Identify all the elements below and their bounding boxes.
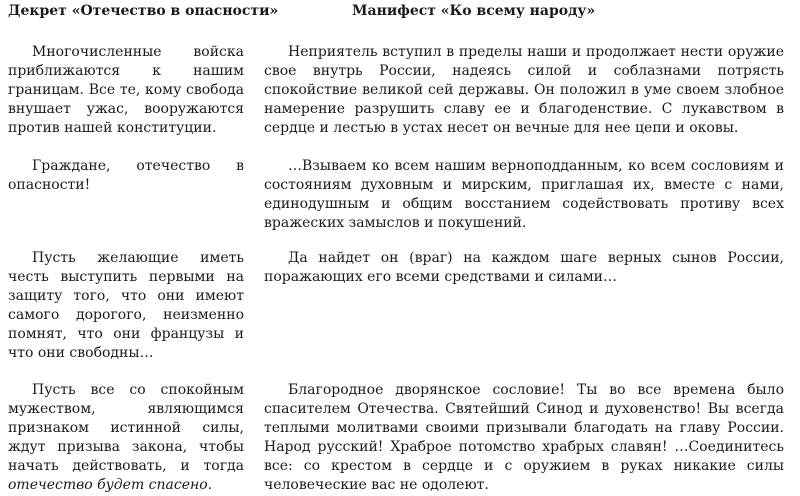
manifesto-title: Манифест «Ко всему народу»	[352, 3, 596, 19]
decree-paragraph-4-text: Пусть все со спокойным мужеством, являющимся признаком истинной силы, ждут призыва закона, чтобы начать действовать, и тогда	[8, 382, 244, 474]
decree-paragraph-4-end: .	[207, 477, 213, 493]
manifesto-paragraph-2: …Взываем ко всем нашим верноподданным, ко всем сословиям и состояниям духовным и мирским, приглашая их, вместе с нами, единодушным и общим восстанием содействовать противу всех вражеских замыслов и покушений.	[264, 158, 784, 231]
decree-paragraph-1: Многочисленные войска приближаются к нашим границам. Все те, кому свобода внушает ужас, вооружаются против нашей конституции.	[8, 44, 244, 136]
decree-paragraph-4	[8, 381, 244, 495]
decree-paragraph-2: Граждане, отечество в опасности!	[8, 158, 244, 193]
decree-paragraph-4-emphasis: отечество будет спасено	[8, 477, 208, 493]
manifesto-paragraph-1: Неприятель вступил в пределы наши и продолжает нести оружие свое внутрь России, надеясь силой и соблазнами потрясть спокойствие великой сей державы. Он положил в уме своем злобное намерение разрушить славу ее и благоденствие. С лукавством в сердце и лестью в устах несет он вечные для нее цепи и оковы.	[264, 44, 784, 136]
manifesto-paragraph-3: Да найдет он (враг) на каждом шаге верных сынов России, поражающих его всеми средствами и силами…	[264, 250, 784, 285]
decree-title: Декрет «Отечество в опасности»	[8, 3, 279, 19]
decree-paragraph-3: Пусть желающие иметь честь выступить первыми на защиту того, что они имеют самого дорогого, неизменно помнят, что они французы и что они свободны…	[8, 250, 244, 361]
manifesto-paragraph-4: Благородное дворянское сословие! Ты во все времена было спасителем Отечества. Святейший Синод и духовенство! Вы всегда теплыми молитвами своими призывали благодать на главу России. Народ русский! Храброе потомство храбрых славян! …Соединитесь все: со крестом в сердце и с оружием в руках никакие силы человеческие вас не одолеют.	[264, 382, 784, 493]
